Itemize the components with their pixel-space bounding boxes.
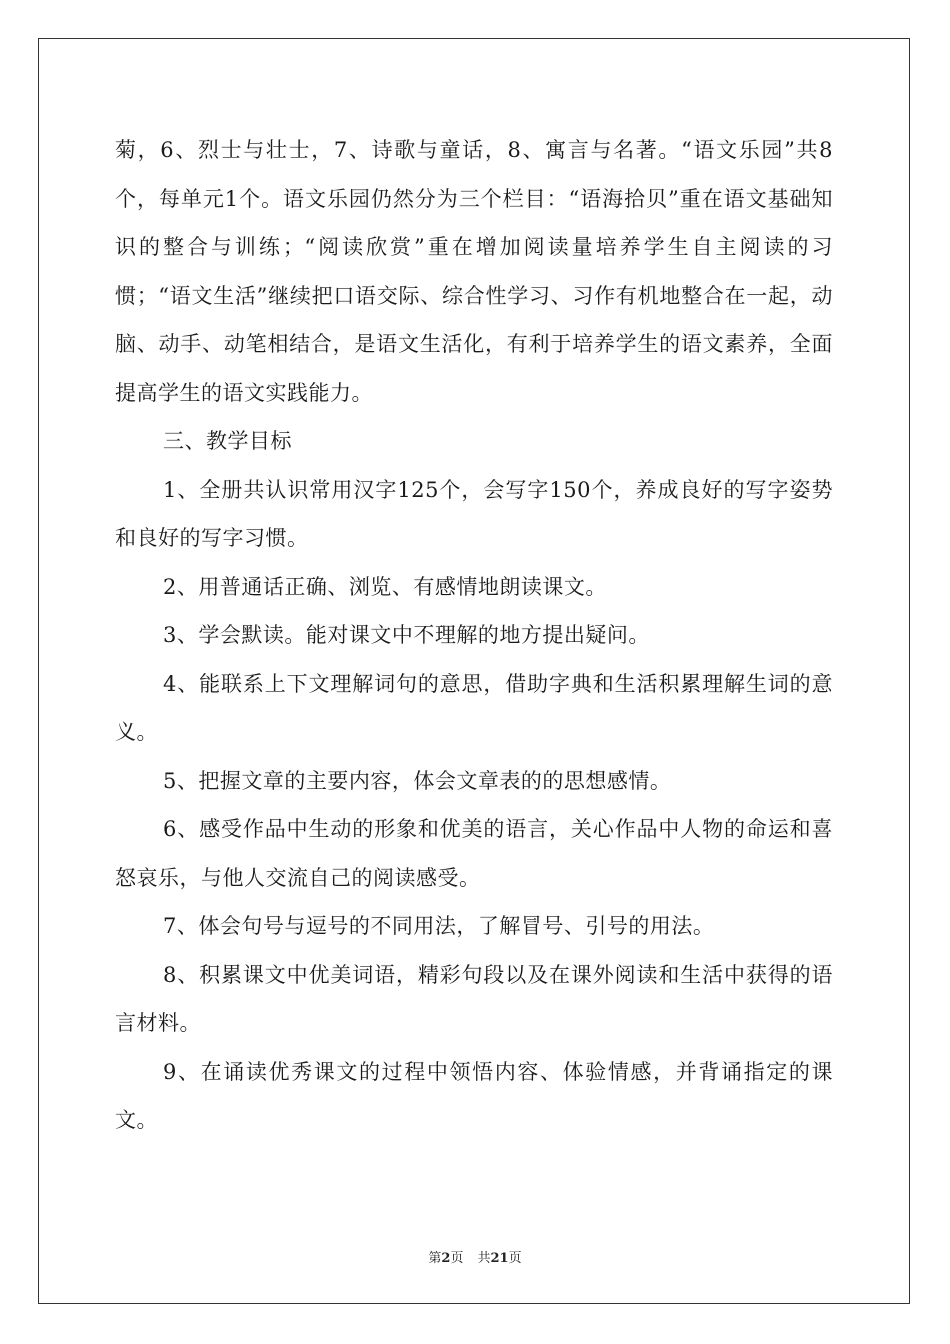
page-suffix: 页: [450, 1251, 464, 1266]
total-suffix: 页: [508, 1251, 522, 1266]
goal-item-8: 8、积累课文中优美词语，精彩句段以及在课外阅读和生活中获得的语言材料。: [115, 962, 833, 1035]
goal-item-3: 3、学会默读。能对课文中不理解的地方提出疑问。: [163, 623, 650, 647]
goal-item-1: 1、全册共认识常用汉字125个，会写字150个，养成良好的写字姿势和良好的写字习惯。: [115, 477, 833, 550]
page-footer: [0, 1247, 950, 1266]
page-number: 2: [441, 1251, 451, 1266]
page-prefix: 第: [428, 1251, 442, 1266]
goal-item-2: 2、用普通话正确、浏览、有感情地朗读课文。: [163, 574, 607, 599]
total-pages: 21: [490, 1251, 509, 1266]
goal-item-7: 7、体会句号与逗号的不同用法，了解冒号、引号的用法。: [163, 914, 715, 938]
paragraph-continuation: 菊，6、烈士与壮士，7、诗歌与童话，8、寓言与名著。“语文乐园”共8个，每单元1个。语文乐园仍然分为三个栏目：“语海拾贝”重在语文基础知识的整合与训练；“阅读欣赏”重在增加阅读量培养学生自主阅读的习惯；“语文生活”继续把口语交际、综合性学习、习作有机地整合在一起，动脑、动手、动笔相结合，是语文生活化，有利于培养学生的语文素养，全面提高学生的语文实践能力。: [115, 138, 833, 405]
goal-item-9: 9、在诵读优秀课文的过程中领悟内容、体验情感，并背诵指定的课文。: [115, 1059, 833, 1132]
document-body: [115, 126, 833, 1145]
goal-item-6: 6、感受作品中生动的形象和优美的语言，关心作品中人物的命运和喜怒哀乐，与他人交流自己的阅读感受。: [115, 817, 833, 890]
goal-item-4: 4、能联系上下文理解词句的意思，借助字典和生活积累理解生词的意义。: [115, 671, 833, 744]
section-heading-teaching-goals: 三、教学目标: [163, 429, 292, 453]
goal-item-5: 5、把握文章的主要内容，体会文章表的的思想感情。: [163, 768, 672, 793]
total-prefix: 共: [477, 1251, 491, 1266]
